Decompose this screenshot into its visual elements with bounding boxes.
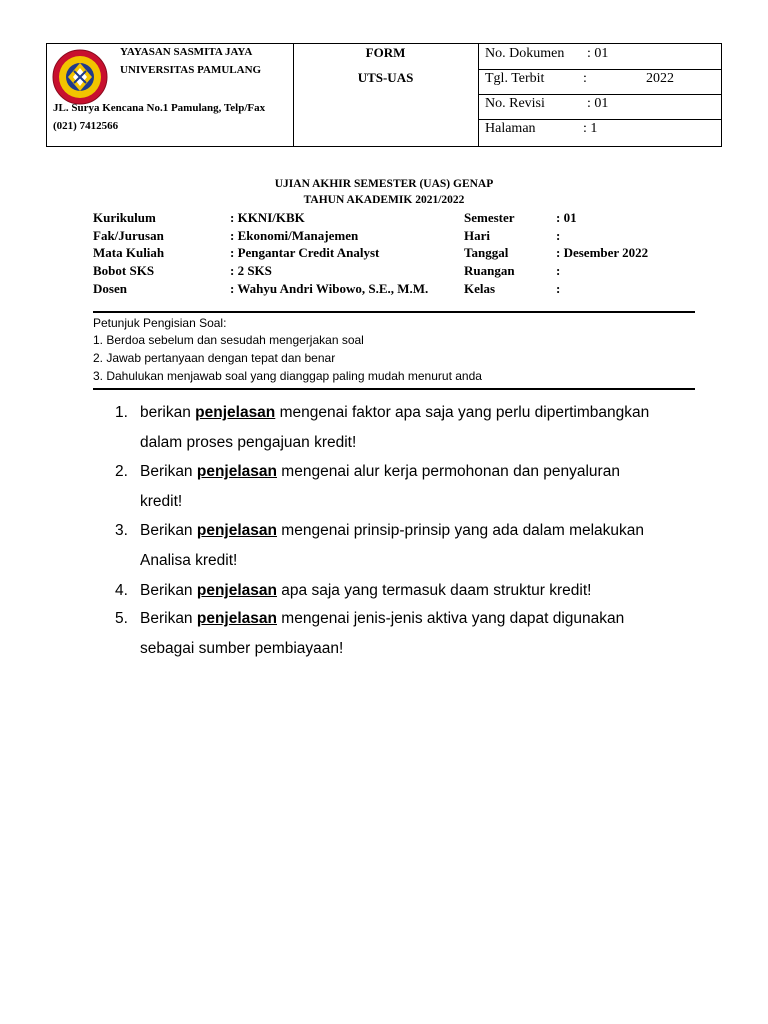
question-text-cont: kredit! — [140, 493, 183, 510]
doc-value-year: 2022 — [646, 71, 674, 86]
question-text: Berikan penjelasan apa saja yang termasuk daam struktur kredit! — [140, 582, 592, 599]
field-label: Bobot SKS — [93, 263, 155, 278]
question-text-cont: Analisa kredit! — [140, 552, 238, 569]
field-value: : 2 SKS — [230, 263, 272, 278]
divider — [93, 311, 695, 313]
question-text-cont: sebagai sumber pembiayaan! — [140, 640, 344, 657]
divider — [93, 388, 695, 390]
form-cell — [293, 44, 479, 146]
question-number: 1. — [115, 404, 128, 421]
field-label: Kelas — [464, 281, 496, 296]
doc-row-page — [479, 119, 721, 144]
field-value: : — [556, 228, 561, 243]
form-type: UTS-UAS — [357, 70, 414, 85]
question-text: Berikan penjelasan mengenai jenis-jenis aktiva yang dapat digunakan — [140, 610, 625, 627]
doc-label: No. Dokumen — [485, 46, 565, 61]
question-number: 4. — [115, 582, 128, 599]
org-name: YAYASAN SASMITA JAYA — [120, 46, 253, 58]
phone-line: (021) 7412566 — [53, 120, 119, 132]
question-number: 2. — [115, 463, 128, 480]
doc-label: Tgl. Terbit — [485, 71, 545, 86]
field-label: Kurikulum — [93, 210, 156, 225]
doc-row-revision — [479, 94, 721, 120]
field-value: : 01 — [556, 210, 577, 225]
instructions-heading: Petunjuk Pengisian Soal: — [93, 316, 227, 330]
doc-value: : 01 — [587, 96, 609, 111]
doc-label: No. Revisi — [485, 96, 545, 111]
doc-info-cell — [479, 44, 721, 146]
document-header-table — [46, 43, 722, 147]
instruction-item: 3. Dahulukan menjawab soal yang dianggap paling mudah menurut anda — [93, 369, 482, 383]
doc-label: Halaman — [485, 121, 536, 136]
university-name: UNIVERSITAS PAMULANG — [120, 64, 262, 76]
field-label: Hari — [464, 228, 490, 243]
question-number: 5. — [115, 610, 128, 627]
field-value: : KKNI/KBK — [230, 210, 305, 225]
field-value: : — [556, 263, 561, 278]
question-keyword: penjelasan — [196, 463, 277, 480]
field-value: : Desember 2022 — [556, 245, 649, 260]
field-value: : — [556, 281, 561, 296]
field-value: : Wahyu Andri Wibowo, S.E., M.M. — [230, 281, 429, 296]
question-keyword: penjelasan — [196, 610, 277, 627]
instruction-item: 1. Berdoa sebelum dan sesudah mengerjakan soal — [93, 333, 364, 347]
question-text: berikan penjelasan mengenai faktor apa saja yang perlu dipertimbangkan — [140, 404, 650, 421]
field-label: Fak/Jurusan — [93, 228, 164, 243]
question-keyword: penjelasan — [196, 522, 277, 539]
org-cell — [47, 44, 294, 146]
doc-row-number — [479, 44, 721, 70]
doc-value: : 1 — [583, 121, 598, 136]
question-text-cont: dalam proses pengajuan kredit! — [140, 434, 357, 451]
academic-year: TAHUN AKADEMIK 2021/2022 — [303, 194, 465, 206]
exam-title: UJIAN AKHIR SEMESTER (UAS) GENAP — [274, 178, 494, 190]
field-label: Mata Kuliah — [93, 245, 165, 260]
question-keyword: penjelasan — [196, 582, 277, 599]
university-logo-icon — [52, 49, 108, 105]
form-label: FORM — [365, 45, 406, 60]
field-label: Tanggal — [464, 245, 509, 260]
field-label: Ruangan — [464, 263, 515, 278]
doc-value: : — [583, 71, 587, 86]
field-label: Semester — [464, 210, 515, 225]
field-label: Dosen — [93, 281, 127, 296]
question-number: 3. — [115, 522, 128, 539]
question-text: Berikan penjelasan mengenai alur kerja permohonan dan penyaluran — [140, 463, 620, 480]
instruction-item: 2. Jawab pertanyaan dengan tepat dan benar — [93, 351, 336, 365]
doc-row-issued — [479, 69, 721, 95]
question-text: Berikan penjelasan mengenai prinsip-prinsip yang ada dalam melakukan — [140, 522, 645, 539]
field-value: : Pengantar Credit Analyst — [230, 245, 380, 260]
address-line: JL. Surya Kencana No.1 Pamulang, Telp/Fax — [53, 102, 266, 114]
doc-value: : 01 — [587, 46, 609, 61]
question-keyword: penjelasan — [195, 404, 276, 421]
field-value: : Ekonomi/Manajemen — [230, 228, 359, 243]
